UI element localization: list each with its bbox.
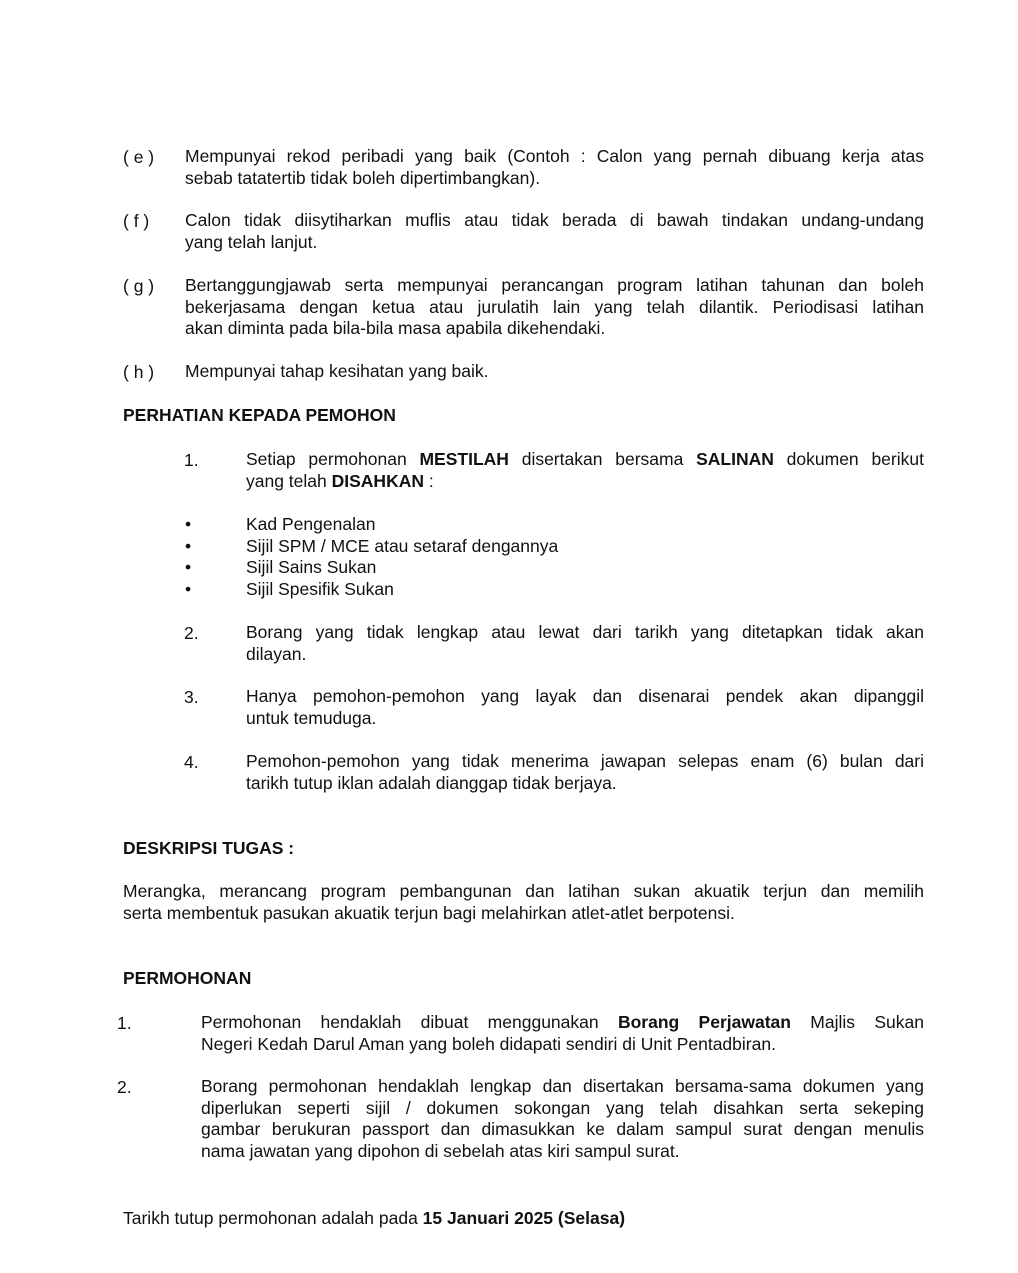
section-heading-permohonan: PERMOHONAN bbox=[123, 968, 252, 988]
item-number: 2. bbox=[184, 623, 199, 643]
item-number: 4. bbox=[184, 752, 199, 772]
bullet-text: Sijil SPM / MCE atau setaraf dengannya bbox=[246, 536, 559, 556]
item-number: 2. bbox=[117, 1077, 132, 1097]
item-text-line: nama jawatan yang dipohon di sebelah atas kiri sampul surat. bbox=[201, 1140, 680, 1161]
closing-date-line bbox=[123, 1207, 625, 1229]
text-run: Setiap permohonan bbox=[246, 449, 420, 469]
text-run: : bbox=[424, 470, 434, 491]
item-text-line: dilayan. bbox=[246, 643, 307, 664]
item-text-line bbox=[246, 449, 924, 471]
condition-label: ( f ) bbox=[123, 211, 150, 231]
bullet-icon: • bbox=[185, 579, 192, 599]
section-heading-perhatian: PERHATIAN KEPADA PEMOHON bbox=[123, 405, 396, 425]
condition-label: ( e ) bbox=[123, 147, 155, 167]
bullet-icon: • bbox=[185, 536, 192, 556]
bullet-text: Kad Pengenalan bbox=[246, 514, 376, 534]
item-text-line bbox=[246, 471, 924, 493]
item-text-line: untuk temuduga. bbox=[246, 707, 377, 728]
bullet-icon: • bbox=[185, 514, 192, 534]
condition-label: ( h ) bbox=[123, 362, 155, 382]
condition-text-line: Mempunyai tahap kesihatan yang baik. bbox=[185, 361, 489, 381]
text-run: yang telah bbox=[246, 470, 332, 491]
item-text-line: Hanya pemohon-pemohon yang layak dan disenarai pendek akan dipanggil bbox=[246, 686, 924, 706]
bold-borang-perjawatan: Borang Perjawatan bbox=[617, 1012, 791, 1032]
condition-text-line: akan diminta pada bila-bila masa apabila dikehendaki. bbox=[185, 318, 606, 338]
bullet-text: Sijil Spesifik Sukan bbox=[246, 579, 394, 599]
item-text-line: tarikh tutup iklan adalah dianggap tidak berjaya. bbox=[246, 772, 617, 793]
paragraph-line: serta membentuk pasukan akuatik terjun bagi melahirkan atlet-atlet berpotensi. bbox=[123, 902, 735, 923]
text-run: Majlis Sukan bbox=[790, 1012, 924, 1032]
item-text-line: Negeri Kedah Darul Aman yang boleh didapati sendiri di Unit Pentadbiran. bbox=[201, 1033, 776, 1054]
condition-text-line: Bertanggungjawab serta mempunyai perancangan program latihan tahunan dan boleh bbox=[185, 275, 924, 295]
closing-date: 15 Januari 2025 (Selasa) bbox=[422, 1208, 626, 1228]
bold-salinan: SALINAN bbox=[696, 449, 774, 469]
bullet-text: Sijil Sains Sukan bbox=[246, 557, 377, 577]
section-heading-deskripsi: DESKRIPSI TUGAS : bbox=[123, 838, 295, 858]
text-run: disertakan bersama bbox=[508, 449, 697, 469]
item-number: 1. bbox=[117, 1013, 132, 1033]
bullet-icon: • bbox=[185, 557, 192, 577]
condition-text-line: sebab tatatertib tidak boleh dipertimbangkan). bbox=[185, 167, 541, 188]
item-text-line: diperlukan seperti sijil / dokumen sokongan yang telah disahkan serta sekeping bbox=[201, 1097, 924, 1118]
text-run: dokumen berikut bbox=[773, 449, 924, 469]
item-text-line: Pemohon-pemohon yang tidak menerima jawapan selepas enam (6) bulan dari bbox=[246, 751, 924, 771]
item-text-line bbox=[201, 1012, 924, 1034]
item-number: 3. bbox=[184, 687, 199, 707]
condition-text-line: bekerjasama dengan ketua atau jurulatih lain yang telah dilantik. Periodisasi latihan bbox=[185, 296, 924, 317]
condition-text-line: Mempunyai rekod peribadi yang baik (Contoh : Calon yang pernah dibuang kerja atas bbox=[185, 146, 924, 166]
condition-text-line: Calon tidak diisytiharkan muflis atau tidak berada di bawah tindakan undang-undang bbox=[185, 210, 924, 230]
closing-text: Tarikh tutup permohonan adalah pada bbox=[123, 1208, 423, 1228]
condition-text-line: yang telah lanjut. bbox=[185, 231, 318, 252]
item-text-line: Borang permohonan hendaklah lengkap dan disertakan bersama-sama dokumen yang bbox=[201, 1076, 924, 1096]
item-text-line: Borang yang tidak lengkap atau lewat dari tarikh yang ditetapkan tidak akan bbox=[246, 622, 924, 642]
paragraph-line: Merangka, merancang program pembangunan dan latihan sukan akuatik terjun dan memilih bbox=[123, 881, 924, 901]
bold-disahkan: DISAHKAN bbox=[331, 470, 424, 491]
item-text-line: gambar berukuran passport dan dimasukkan ke dalam sampul surat dengan menulis bbox=[201, 1119, 924, 1139]
text-run: Permohonan hendaklah dibuat menggunakan bbox=[201, 1012, 618, 1032]
condition-label: ( g ) bbox=[123, 276, 155, 296]
deskripsi-paragraph bbox=[123, 881, 924, 924]
bold-mestilah: MESTILAH bbox=[419, 449, 509, 469]
item-number: 1. bbox=[184, 450, 199, 470]
